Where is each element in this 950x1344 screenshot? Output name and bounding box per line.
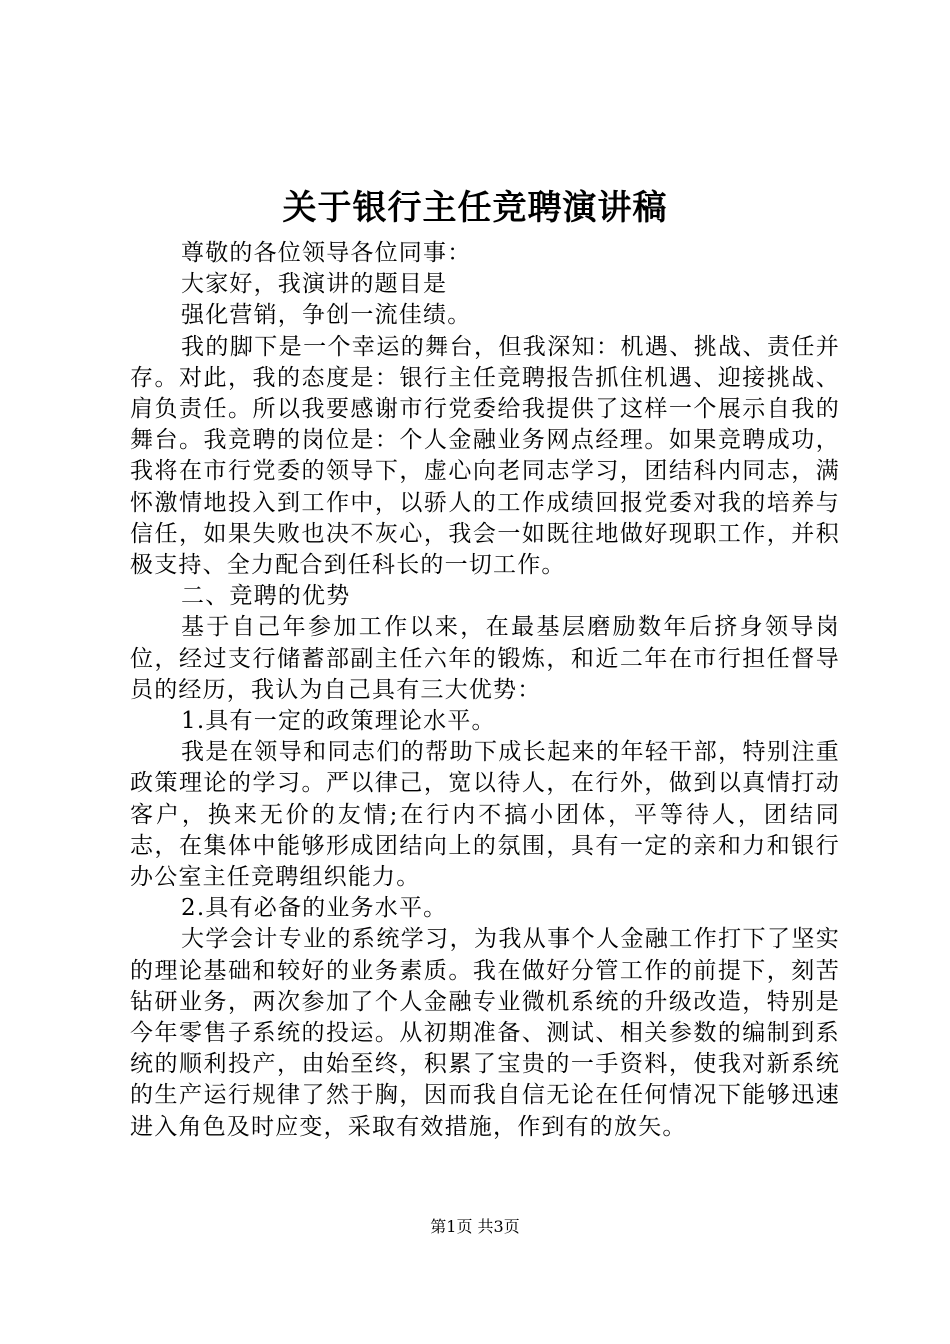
salutation-paragraph: 尊敬的各位领导各位同事： [181,240,472,266]
advantages-intro-paragraph: 基于自己年参加工作以来，在最基层磨励数年后挤身领导岗位，经过支行储蓄部副主任六年的锻炼，和近二年在市行担任督导员的经历，我认为自己具有三大优势： [130,614,840,703]
section-heading-advantages: 二、竞聘的优势 [181,583,351,610]
document-body [130,238,840,1143]
document-title: 关于银行主任竞聘演讲稿 [282,188,668,228]
advantage-2-paragraph: 大学会计专业的系统学习，为我从事个人金融工作打下了坚实的理论基础和较好的业务素质。我在做好分管工作的前提下，刻苦钻研业务，两次参加了个人金融专业微机系统的升级改造，特别是今年零售子系统的投运。从初期准备、测试、相关参数的编制到系统的顺利投产，由始至终，积累了宝贵的一手资料，使我对新系统的生产运行规律了然于胸，因而我自信无论在任何情况下能够迅速进入角色及时应变，采取有效措施，作到有的放矢。 [130,926,840,1140]
greeting-paragraph: 大家好，我演讲的题目是 [181,271,448,298]
page-footer: 第1页 共3页 [430,1217,520,1236]
speech-topic-paragraph: 强化营销，争创一流佳绩。 [181,302,472,329]
advantage-1-paragraph: 我是在领导和同志们的帮助下成长起来的年轻干部，特别注重政策理论的学习。严以律己，宽以待人，在行外，做到以真情打动客户，换来无价的友情;在行内不搞小团体，平等待人，团结同志，在集体中能够形成团结向上的氛围，具有一定的亲和力和银行办公室主任竞聘组织能力。 [130,739,840,891]
intro-paragraph: 我的脚下是一个幸运的舞台，但我深知：机遇、挑战、责任并存。对此，我的态度是：银行主任竞聘报告抓住机遇、迎接挑战、肩负责任。所以我要感谢市行党委给我提供了这样一个展示自我的舞台。我竞聘的岗位是：个人金融业务网点经理。如果竞聘成功，我将在市行党委的领导下，虚心向老同志学习，团结科内同志，满怀激情地投入到工作中，以骄人的工作成绩回报党委对我的培养与信任，如果失败也决不灰心，我会一如既往地做好现职工作，并积极支持、全力配合到任科长的一切工作。 [130,333,840,579]
advantage-1-heading: 1.具有一定的政策理论水平。 [181,708,496,735]
advantage-2-heading: 2.具有必备的业务水平。 [181,895,448,922]
